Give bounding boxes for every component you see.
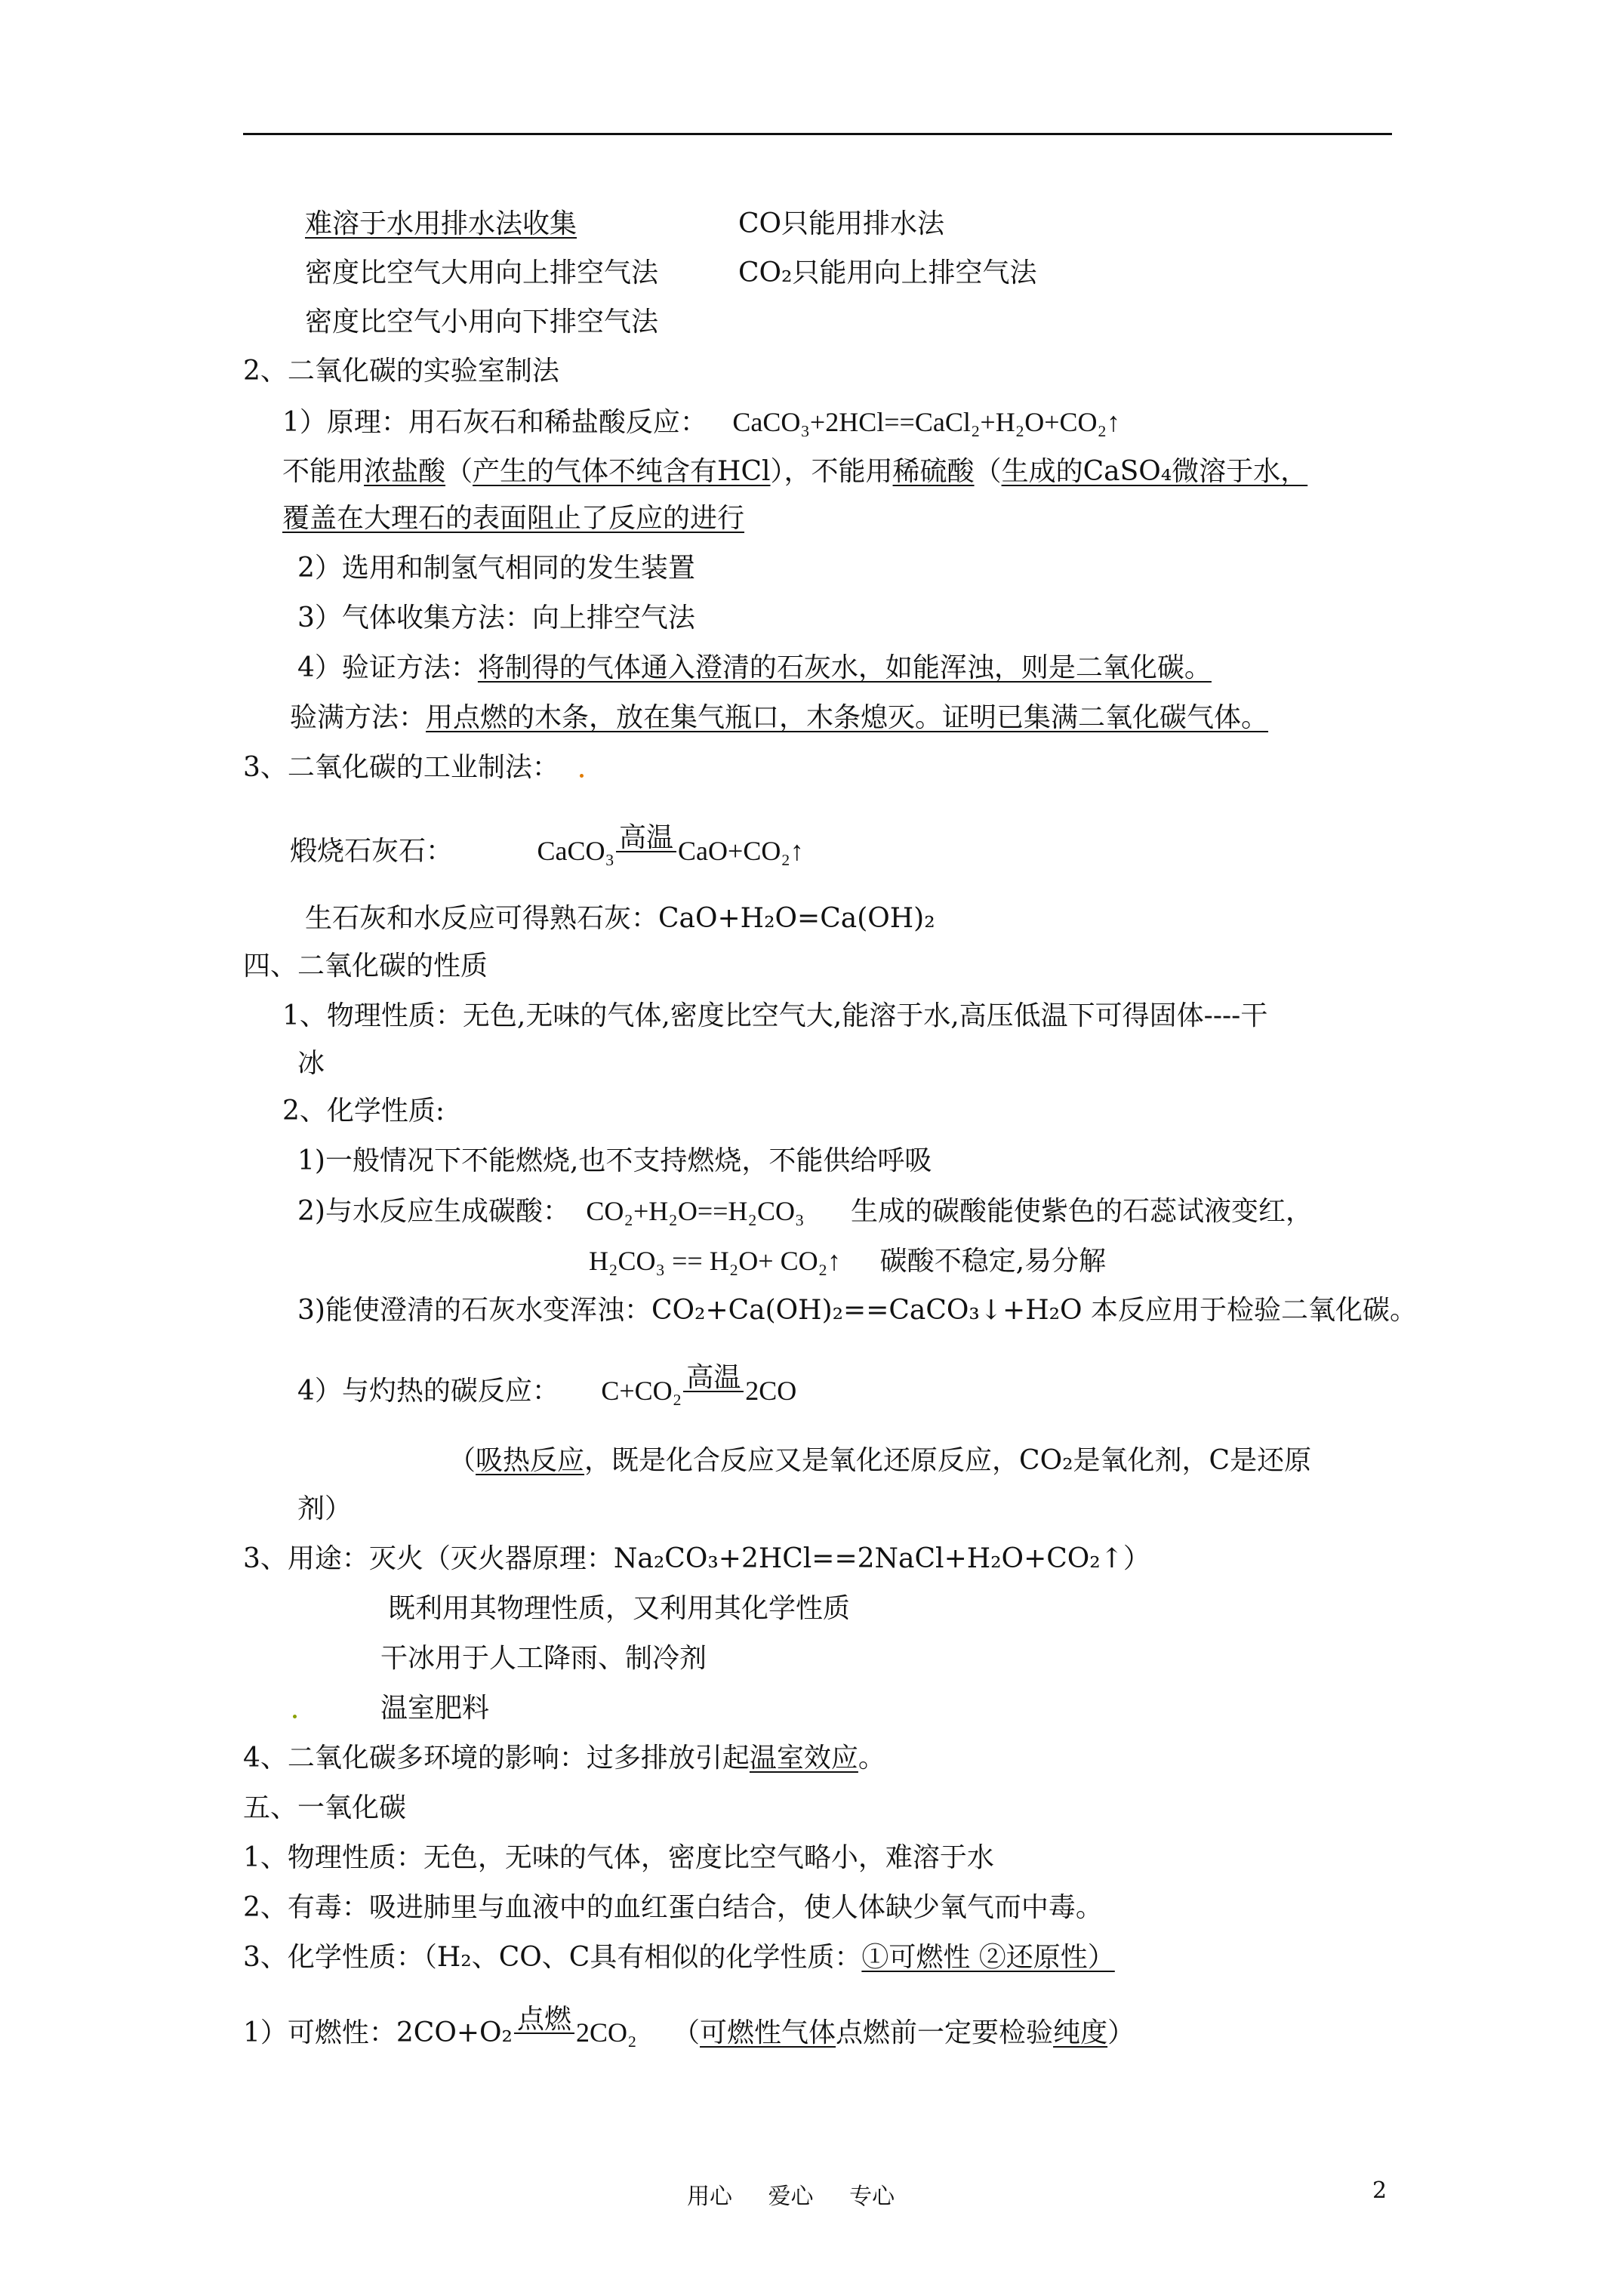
- t1: 1）可燃性：2CO+O₂: [243, 2017, 513, 2048]
- product: CaO+CO₂↑: [678, 836, 804, 866]
- product: 2CO₂: [576, 2017, 637, 2048]
- line-chemical: [282, 1095, 445, 1128]
- line-co-physical: [243, 1841, 994, 1875]
- text: 既利用其物理性质，又利用其化学性质: [388, 1593, 851, 1624]
- t6: 稀硫酸: [892, 456, 975, 487]
- section-co: [243, 1792, 406, 1825]
- line-dry-ice-use: [380, 1642, 707, 1675]
- line-no-burn: [297, 1145, 932, 1178]
- heading: 五、一氧化碳: [243, 1792, 407, 1823]
- section-industrial: [243, 751, 559, 784]
- t2: 温室效应: [749, 1743, 858, 1774]
- line-dry-ice: [297, 1047, 325, 1080]
- line-not-use: [282, 455, 1307, 488]
- text: 1、物理性质：无色，无味的气体，密度比空气略小，难溶于水: [243, 1842, 994, 1873]
- line-fertilizer: [380, 1692, 489, 1725]
- line-co-chemical: [243, 1941, 1115, 1974]
- t3: 。: [858, 1743, 885, 1774]
- t2: （: [673, 2017, 701, 2048]
- line-co2-up: [738, 257, 1037, 290]
- text: 难溶于水用排水法收集: [305, 208, 577, 239]
- t4: 点燃前一定要检验: [836, 2017, 1054, 2048]
- text: 1、物理性质：无色,无味的气体,密度比空气大,能溶于水,高压低温下可得固体----干: [282, 1000, 1268, 1031]
- text: 密度比空气小用向下排空气法: [305, 307, 659, 337]
- t1: 4、二氧化碳多环境的影响：过多排放引起: [243, 1743, 750, 1774]
- line-uses-both: [388, 1592, 850, 1626]
- equation: CO₂+H₂O==H₂CO₃: [586, 1196, 805, 1226]
- text: 干冰用于人工降雨、制冷剂: [380, 1643, 707, 1674]
- t1: 不能用: [282, 456, 365, 487]
- t5: 纯度: [1053, 2017, 1108, 2048]
- t2: 浓盐酸: [364, 456, 446, 487]
- line-endothermic: [448, 1444, 1311, 1478]
- text: 3、用途：灭火（灭火器原理：Na₂CO₃+2HCl==2NaCl+H₂O+CO₂↑）: [243, 1543, 1150, 1574]
- text: CO₂只能用向上排空气法: [738, 257, 1037, 288]
- text: 3）气体收集方法：向上排空气法: [297, 603, 695, 633]
- condition: 高温: [616, 825, 676, 852]
- t2: ①可燃性 ②还原性）: [861, 1942, 1115, 1973]
- text: 2、有毒：吸进肺里与血液中的血红蛋白结合，使人体缺少氧气而中毒。: [243, 1892, 1103, 1923]
- line-environment: [243, 1742, 885, 1775]
- line-limewater: [297, 1294, 1417, 1327]
- t3: ，既是化合反应又是氧化还原反应，CO₂是氧化剂，C是还原: [584, 1445, 1312, 1476]
- orange-dot: [580, 774, 584, 778]
- t1: 碳酸不稳定,易分解: [879, 1246, 1107, 1277]
- line-principle: [282, 405, 1120, 439]
- equation: H₂CO₃ == H₂O+ CO₂↑: [589, 1246, 842, 1276]
- footer-a: 用心: [687, 2184, 732, 2210]
- condition: 点燃: [514, 2007, 574, 2034]
- reactant: C+CO₂: [601, 1376, 682, 1406]
- text: 温室肥料: [380, 1693, 490, 1724]
- heading: 四、二氧化碳的性质: [243, 951, 488, 982]
- line-co-combustion: [243, 2004, 1135, 2050]
- line-water-react: [297, 1194, 1313, 1228]
- t1: （: [448, 1445, 476, 1476]
- heading: 3、二氧化碳的工业制法：: [243, 752, 559, 783]
- line-co-water: [738, 208, 944, 241]
- line-full-check: [290, 701, 1268, 735]
- text: 冰: [297, 1048, 325, 1079]
- line-denser: [305, 257, 658, 290]
- t2: 生成的碳酸能使紫色的石蕊试液变红，: [850, 1196, 1313, 1227]
- t4: 产生的气体不纯含有HCl: [473, 456, 771, 487]
- text: 剂）: [297, 1493, 353, 1524]
- line-uses: [243, 1542, 1150, 1576]
- t1: 验满方法：: [290, 702, 427, 733]
- line-agent: [297, 1493, 352, 1526]
- text: 1)一般情况下不能燃烧,也不支持燃烧，不能供给呼吸: [297, 1145, 932, 1176]
- t1: 4）验证方法：: [297, 652, 478, 683]
- section-lab-prep: [243, 355, 559, 388]
- line-cover: [282, 502, 744, 535]
- t1: 3、化学性质：（H₂、CO、C具有相似的化学性质：: [243, 1942, 862, 1973]
- text: 3)能使澄清的石灰水变浑浊：CO₂+Ca(OH)₂==CaCO₃↓+H₂O 本反应用于检验二氧化碳。: [297, 1295, 1417, 1326]
- header-rule: [243, 133, 1392, 135]
- line-decompose: [589, 1244, 1106, 1278]
- text: 2、化学性质:: [282, 1096, 445, 1126]
- t7: （: [974, 456, 1002, 487]
- t3: （: [445, 456, 473, 487]
- line-slaked-lime: [305, 902, 935, 935]
- line-co-toxic: [243, 1891, 1103, 1925]
- green-dot: [293, 1715, 297, 1718]
- text: CO只能用排水法: [738, 208, 945, 239]
- t2: 将制得的气体通入澄清的石灰水，如能浑浊，则是二氧化碳。: [477, 652, 1212, 683]
- text: 覆盖在大理石的表面阻止了反应的进行: [282, 503, 745, 534]
- text: 2）选用和制氢气相同的发生装置: [297, 553, 695, 584]
- section-co2-props: [243, 950, 488, 983]
- t1: 4）与灼热的碳反应：: [297, 1376, 559, 1407]
- line-insoluble: [305, 208, 577, 241]
- t1: 2)与水反应生成碳酸：: [297, 1196, 570, 1227]
- t8: 生成的CaSO₄微溶于水，: [1001, 456, 1308, 487]
- product: 2CO: [745, 1376, 797, 1406]
- t2: 用点燃的木条，放在集气瓶口，木条熄灭。证明已集满二氧化碳气体。: [426, 702, 1269, 733]
- heading: 2、二氧化碳的实验室制法: [243, 356, 559, 387]
- footer-motto: [687, 2177, 923, 2211]
- t2: 吸热反应: [476, 1445, 585, 1476]
- line-verify: [297, 652, 1212, 685]
- text: 1）原理：用石灰石和稀盐酸反应：: [282, 407, 707, 438]
- line-calcine: [290, 822, 804, 868]
- text: 生石灰和水反应可得熟石灰：CaO+H₂O=Ca(OH)₂: [305, 903, 935, 934]
- line-lighter: [305, 306, 658, 339]
- line-physical: [282, 1000, 1267, 1033]
- equation: CaCO₃+2HCl==CaCl₂+H₂O+CO₂↑: [732, 407, 1121, 437]
- line-carbon-react: [297, 1362, 797, 1408]
- text: 密度比空气大用向上排空气法: [305, 257, 659, 288]
- condition: 高温: [683, 1365, 744, 1392]
- reactant: CaCO₃: [537, 836, 615, 866]
- t5: ），不能用: [770, 456, 893, 487]
- footer-b: 爱心: [768, 2184, 814, 2210]
- line-apparatus: [297, 552, 695, 585]
- page-number: 2: [1372, 2177, 1387, 2204]
- t6: ）: [1107, 2017, 1135, 2048]
- t1: 煅烧石灰石：: [290, 836, 454, 867]
- t3: 可燃性气体: [700, 2017, 836, 2048]
- footer-c: 专心: [849, 2184, 895, 2210]
- line-collection: [297, 602, 695, 635]
